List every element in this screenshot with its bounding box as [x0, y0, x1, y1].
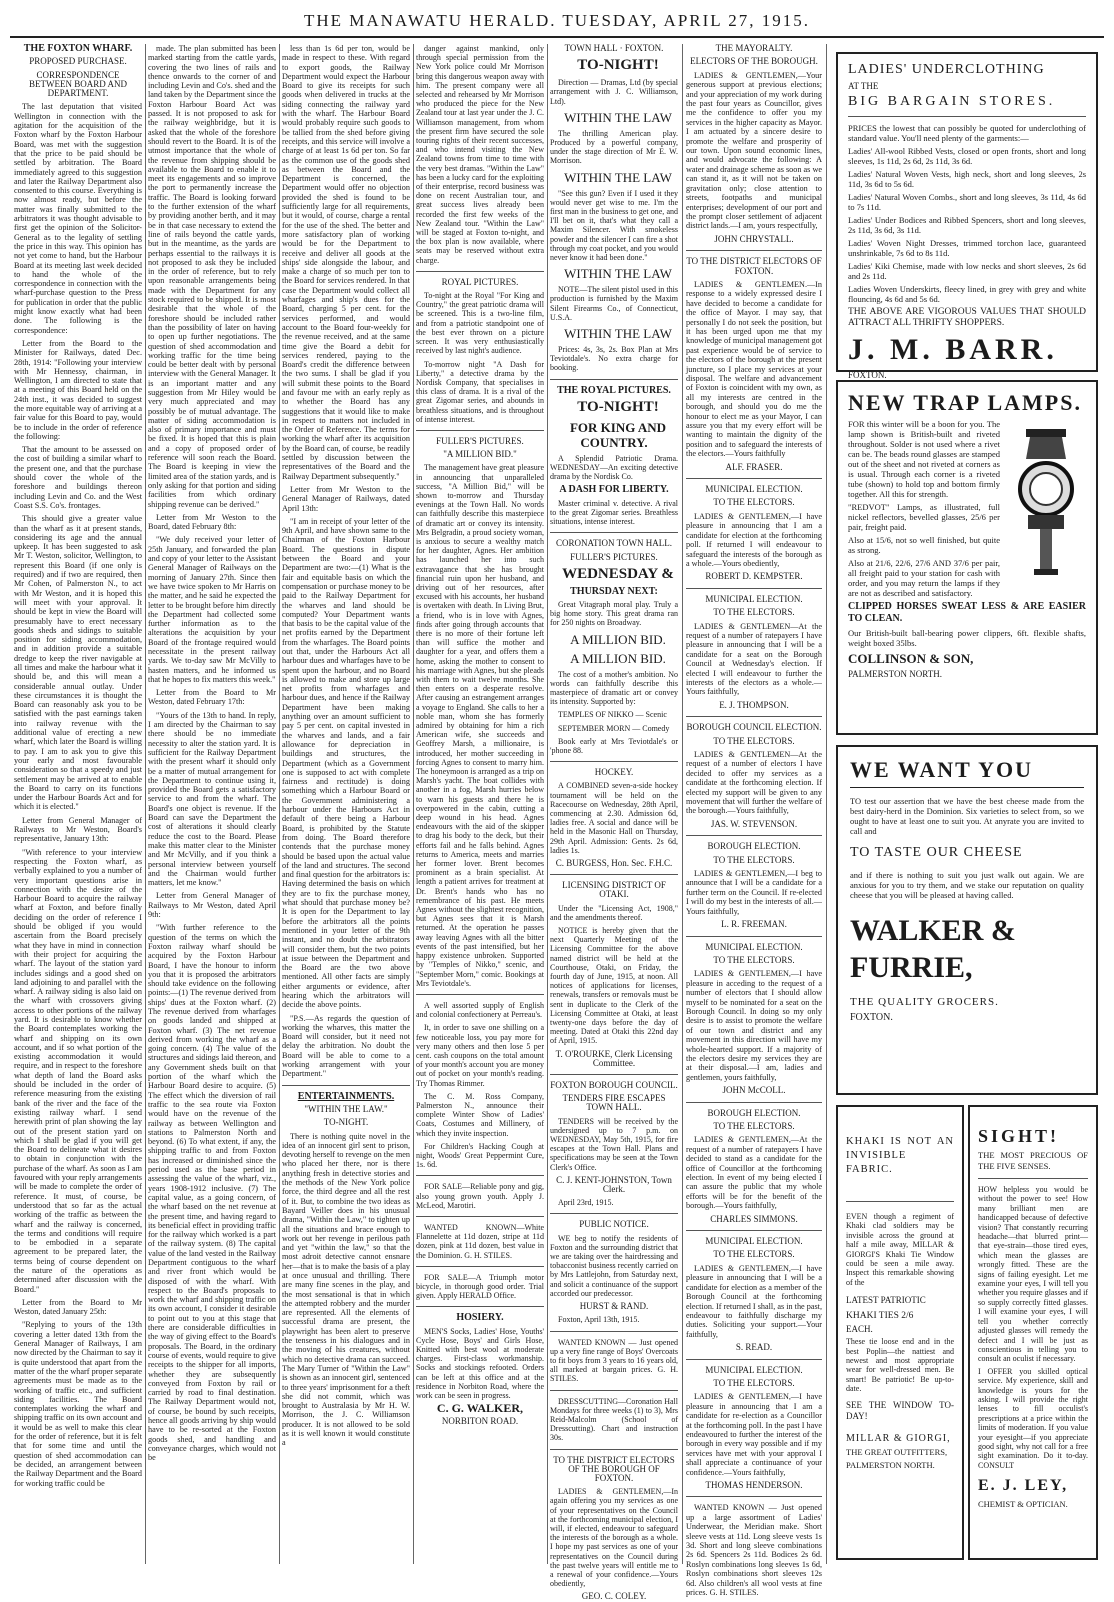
tonight-heading: TO-NIGHT! [577, 57, 659, 74]
article-title: THE FOXTON WHARF. [23, 43, 133, 54]
entertainments-heading: ENTERTAINMENTS. [297, 1090, 395, 1102]
ad-tagline: THE GREAT OUTFITTERS, [846, 1446, 948, 1457]
paragraph: The management have great pleasure in announcing that unparalleled success, "A Million Bid," will be shown to-morrow and Thursday evenings at the Town Hall. No words can faithfully describe this masterpiece of dramatic art or convey its intensity. Mrs Belgradin, a proud society woman, is anxious to secure a wealthy match for her daughter, Agnes. Her ambition has launched her into such extravagance that she has brought financial ruin upon her husband, and driving out of her resources, after excused with his accounts, her husband is overtaken with death. In Living Brut, a friend, who is in love with Agnes, finds after going through accounts that there is no more of their fortune left than will suffice the mother and daughter for a year, and offers them a home, asking the mother to consent to his marriage with Agnes, but she pleads with them to wait twelve months. She then enters on a desperate resolve. After causing an estrangement arranges a voyage to England. She calls to her a noble man, whom she has formerly admired by obtaining for him a rich American wife, she succeeds and Geoffrey Marsh, a millionaire, is introduced, her mother succeeding in forcing Agnes to consent to marry him. The honeymoon is arranged as a trip on Marsh's yacht. The boat collides with another in a fog, Marsh hurries below to warn his guests and there he is overpowered in the cabin, cutting a deep wound in his head. Agnes endeavours with the aid of the skipper to drag his body to the deck, but their efforts fail and he falls behind. Agnes returns to America, meets and marries her former lover. Brent becomes prominent as a brain specialist. At length a patient arrives for treatment at Dr. Brent's hands who has no remembrance of his past. He meets Agnes without the slightest recognition, but Agnes sees that it is Marsh returned. At the operation he passes away leaving Agnes with all the bitter events of the past intensified, but her happy existence unbroken. Supported by "Temples of Nikko," scenic, and "September Morn," comic. Bookings at Mrs Teviotdale's. [416, 463, 544, 988]
paragraph: LADIES & GENTLEMEN,—I have pleasure in announcing that I am a candidate for re-election as a Councillor at the forthcoming poll. In the past I have endeavoured to further the interest of the borough in every way possible and if my services have met with your approval I shall appreciate a continuance of your confidence.—Yours faithfully, [686, 1392, 822, 1477]
venue-heading: FULLER'S PICTURES. [570, 551, 658, 562]
ad-town: PALMERSTON NORTH. [848, 669, 942, 679]
paragraph: WE beg to notify the residents of Foxton and the surrounding district that we are taking over the hairdressing and tobacconist business recently carried on by Mrs Lattlejohn, from Saturday next, and solicit a continuance of the support accorded our predecessor. [550, 1233, 678, 1298]
ad-town: FOXTON. [850, 1012, 893, 1023]
election-heading: MUNICIPAL ELECTION. [705, 593, 803, 604]
divider [550, 761, 678, 762]
venue-heading: CORONATION TOWN HALL. [556, 538, 672, 549]
ad-line: Ladies' Under Bodices and Ribbed Spencers, short and long sleeves, 2s 11d, 3s 6d, 3s 11d. [848, 215, 1086, 235]
notice-date: Foxton, April 13th, 1915. [558, 1315, 640, 1325]
election-heading: MUNICIPAL ELECTION. [705, 1236, 803, 1247]
paragraph: danger against mankind, only through special permission from the New York police could Mr Morrison bring this dangerous weapon away with him. The present company were all selected and rehearsed by Mr Morrison who produced the piece for the New Zealand tour at last year under the J. C. Williamson management, from whom the present firm have secured the sole touring rights of their recent successes, and who intend visiting the New Zealand towns from time to time with the very best dramas. "Within the Law" has been a lucky card for the exploiting of their enterprise, record business was done on recent Australian tour, and great success lives already been recorded the first few weeks of the New Zealand tour. "Within the Law" will be staged at Foxton to-night, and the box plan is now available, where seats may be reserved without extra charge. [416, 44, 544, 265]
notice-signature: S. READ. [735, 1342, 773, 1353]
divider [550, 379, 678, 380]
paragraph: Letter from Mr Weston to the Board, dated February 8th: [148, 512, 276, 532]
notice-date: April 23rd, 1915. [558, 1198, 614, 1208]
paragraph: To-morrow night "A Dash for Liberty," a detective drama by the Nordisk Company, that specialises in this class of drama. It is a rival of the great Zigomar series, and abounds in breathless situations, and is throughout of intense interest. [416, 359, 544, 424]
ad-line: Ladies' Natural Woven Combs., short and long sleeves, 3s 11d, 4s 6d to 7s 11d. [848, 192, 1086, 212]
ad-slogan: THE ABOVE ARE VIGOROUS VALUES THAT SHOULD ATTRACT ALL THRIFTY SHOPPERS. [848, 307, 1086, 328]
paragraph: That the amount to be assessed on the cost of building a similar wharf to the present one, and that the purchase should cover the whole of the foreshore and buildings thereon including Levin and Co. and the West Coast S.S. Co's. frontages. [14, 445, 142, 510]
paragraph: To-night at the Royal "For King and Country," the great patriotic drama will be screened. This is a two-line film, and from a patriotic standpoint one of the best ever thrown on a picture screen. It was very enthusiastically received by last night's audience. [416, 291, 544, 356]
column-entertainments [416, 44, 544, 1564]
ad-town: PALMERSTON NORTH. [846, 1459, 935, 1470]
column-rule [826, 44, 827, 1564]
ad-text: EVEN though a regiment of Khaki clad soldiers may be invisible across the ground at half a mile away, MILLAR & GIORGI'S Khaki Tie Window could be seen a mile away. Inspect this remarkable showing of the [846, 1212, 954, 1287]
notice-heading: PUBLIC NOTICE. [579, 1219, 649, 1230]
paragraph: "I am in receipt of your letter of the 9th April, and have shown same to the Chairman of the Foxton Harbour Board. The questions in dispute between the Board and your Department are two:—(1) What is the fair and equitable basis on which the compensation or purchase money to be paid to the Railway Department for the wharves and land should be computed? Your Department wants that basis to be the capital value of the net profits earned by the Department from the wharfages. The Board points out that, under the Harbours Act all harbour dues and wharfages have to be spent upon the harbour, and no Board is allowed to make and store up large net profits from wharfages and harbour dues, and hence if the Railway Department have been making anything over an amount sufficient to pay 5 per cent. on capital invested in the wharves and lands, and a fair allowance for depreciation in buildings and structures, the Department (which as a Government one is supposed to act with complete fairness and rectitude) is doing something which a Harbour Board or the Government administering a harbour under the Harbours Act in default of there being a Harbour Board, is prohibited by the Statute from doing. The Board therefore contends that the purchase money should be based upon the actual value of the land and structures. The second and final question for the arbitrators is: Having determined the basis on which they are to fix the purchase money, what should that purchase money be? It is open for the Department to lay before the arbitrators all the points mentioned in your letter of the 9th instant, and no doubt the arbitrators will consider them, but the two points at issue between the Department and the Board are the two above mentioned. All other facts are simply either arguments or evidence, after hearing which the arbitrators will decide the above points. [282, 516, 411, 1010]
paragraph: Letter from the Board to the Minister for Railways, dated Dec. 28th, 1914: "Following your interview with Mr Hennessy, chairman, in Wellington, I am directed to state that at a meeting of this Board held on the 24th inst., it was decided to suggest the more equitable way of arriving at a fair value for this Board to pay, would be to include in the order of reference the following: [14, 338, 142, 441]
article-subtitle: PROPOSED PURCHASE. [29, 56, 127, 67]
ad-title: KHAKI IS NOT AN INVISIBLE FABRIC. [846, 1136, 954, 1175]
ad-text: Our British-built ball-bearing power clippers, 6ft. flexible shafts, weight boxed 35lbs. [848, 628, 1086, 648]
entertainments-subheading: "WITHIN THE LAW." [304, 1103, 388, 1114]
notice-signature: JAS. W. STEVENSON. [710, 818, 798, 829]
paragraph: "With reference to your interview respecting the Foxton wharf, as verbally explained to you a number of very important questions arise in connection with the desire of the Harbour Board to acquire the railway wharf at Foxton, and before finally deciding on the order of reference I should be obliged if you would ascertain from the Board precisely what they have in mind in connection with their project for acquiring the wharf. The layout of the station yard includes sidings and a good shed on land adjoining to and parallel with the wharf. A railway siding is also laid on the wharf with crossovers giving access to other portions of the railway yard. It is desirable to know whether the Board contemplates working the wharf and shipping on its own account, and if so what portion of the existing accommodation it would require, and in respect to the foreshore what depth of land the Board asks should be included in the order of reference measuring from the existing bank of the river and the face of the existing railway wharf. I send herewith print of plan showing the lay out of the present station yard on which I shall be glad if you will get the Board to delineate what it desires to obtain in conjunction with the purchase of the wharf. As soon as I am favoured with your reply arrangements will be made to complete the order of reference. It must, of course, be understood that so far as the actual working of the traffic as between the wharf and the railway is concerned, the terms and conditions will require to be embodied in a separate agreement to be prepared later, the terms being of course dependent on the nature of the operations as determined after discussion with the Board." [14, 847, 142, 1294]
notice-signature: L. R. FREEMAN. [721, 919, 787, 930]
column-rule [279, 44, 280, 1564]
election-subheading: TO THE ELECTORS. [713, 607, 795, 618]
divider [686, 716, 822, 717]
support-item: TEMPLES OF NIKKO — Scenic [558, 710, 667, 720]
paragraph: The cost of a mother's ambition. No words can faithfully describe this masterpiece of dramatic art or convey its intensity. Supported by: [550, 669, 678, 707]
column-wharf-1 [14, 44, 142, 1564]
ad-text: These tie loose end and in the best Poplin—the nattiest and newest and most appropriate wear for well-dressed men. Be smart! Be patriotic! Be up-to-date. [846, 1337, 954, 1394]
ad-text: and if there is nothing to suit you just walk out again. We are anxious for you to try them, and we stake our reputation on quality cheese that you will be pleased at having called. [850, 870, 1084, 900]
notice-signature: JOHN CHRYSTALL. [714, 233, 794, 244]
classified-ad: MEN'S Socks, Ladies' Hose, Youths' Cycle Hose, Boys' and Girls Hose, Knitted with best wool at moderate charges. First-class workmanship. Socks and stockings refooted. Orders can be left at this office and at the residence in Norbiton Road, where the work can be seen in progress. [416, 1326, 544, 1401]
paragraph: LADIES & GENTLEMEN,—I have pleasure in announcing that I will be a candidate for election as a member of the Borough Council at the forthcoming election. If returned I shall, as in the past, endeavour to faithfully discharge my duties. Soliciting your support.—Your faithfully, [686, 1263, 822, 1339]
divider [550, 1074, 678, 1075]
ad-tagline: THE QUALITY GROCERS. [850, 996, 999, 1008]
classified-ad: FOR SALE—Reliable pony and gig, also young grown youth. Apply J. McLeod, Marotiri. [416, 1182, 544, 1210]
ad-title: LADIES' UNDERCLOTHING [848, 62, 1045, 77]
ad-line: Ladies' Woven Night Dresses, trimmed torchon lace, guaranteed unshrinkable, 7s 6d to 8s 11d. [848, 238, 1086, 258]
notice-signature: CHARLES SIMMONS. [710, 1213, 798, 1224]
notice-signature: JOHN McCOLL. [722, 1085, 786, 1096]
paragraph: "P.S.—As regards the question of working the wharves, this matter the Board will consider, but it need not delay the arbitration. No doubt the Board will be able to come to a working arrangement with your Department." [282, 1013, 410, 1079]
ad-brand: FURRIE, [850, 951, 973, 984]
paragraph: Direction — Dramas, Ltd (by special arrangement with J. C. Williamson, Ltd). [550, 78, 678, 106]
notice-heading: TENDERS FIRE ESCAPES TOWN HALL. [562, 1093, 666, 1113]
date-heading: WEDNESDAY & [562, 565, 674, 582]
divider [416, 1306, 544, 1307]
film-title: FOR KING AND COUNTRY. [569, 419, 667, 450]
ad-line: Ladies' Natural Woven Vests, high neck, short and long sleeves, 2s 11d, 3s 6d to 5s 6d. [848, 169, 1086, 189]
fullers-pictures-subheading: "A MILLION BID." [443, 449, 517, 460]
notice-heading: TO THE DISTRICT ELECTORS OF THE BOROUGH OF FOXTON. [553, 1454, 675, 1483]
notice-heading: THE MAYORALTY. [715, 43, 793, 53]
column-mayoralty-elections [686, 43, 822, 1598]
ad-subheading: EACH. [846, 1324, 873, 1335]
notice-heading: TO THE DISTRICT ELECTORS OF FOXTON. [686, 256, 822, 276]
royal-pictures-heading: ROYAL PICTURES. [441, 276, 519, 287]
notice-signature: THOMAS HENDERSON. [705, 1480, 803, 1490]
column-rule [547, 44, 548, 1564]
ad-subheading: THE MOST PRECIOUS OF THE FIVE SENSES. [978, 1150, 1088, 1171]
paragraph: LADIES & GENTLEMEN,—I have pleasure in acceding to the request of a number of electors that I should allow myself to be nominated for a seat on the Borough Council. In doing so my only desire is to assist to promote the welfare of our town and district and any movement in this direction will have my whole-hearted support. If a majority of the electors desire my services they are at their disposal.—I am, ladies and gentlemen, yours faithfully, [686, 969, 822, 1082]
paragraph: made. The plan submitted has been marked starting from the cattle yards, covering the two lines of rails and thence onwards to the corner of and including Levin and Co's. shed and the land taken by the Department since the Foxton Harbour Board Act was passed. It is not proposed to ask for the railway weighbridge, but it is asked that the whole of the foreshore should revert to the Board. It is of the utmost importance that the whole of the revenue from shipping should be available to the Board to enable it to meet its engagements and so improve the port to permanently increase the traffic. The Board is looking forward to the further extension of the wharf by providing another berth, and it may be in that case necessary to extend the line of rails beyond the cattle yards, but in the meantime, as the yards are perhaps essential to the railways it is not proposed to ask they be included in the order of reference, but to rely upon reasonable arrangements being made with the Department for any stock required to be shipped. It is most desirable that the whole of the foreshore should be included rather than the possibility of later on having to open up further negotiations. The question of shed accommodation and working traffic for the time being could be better dealt with by personal interview with the General Manager. It is an important matter and any suggestion from Mr Hiley would be very much appreciated and may possibly be of mutual advantage. The matter of siding accommodation is also of primary importance and must be fixed. It is hoped that this is plain and a copy of proposed order of reference will soon reach the Board. The Board is keeping in view the limited area of the station yards, and is only asking for that portion and siding facilities from which ordinary shipping revenue can be derived." [148, 44, 276, 509]
divider [416, 994, 544, 995]
paragraph: Prices: 4s, 3s, 2s. Box Plan at Mrs Teviotdale's. No extra charge for booking. [550, 345, 678, 373]
notice-heading: LICENSING DISTRICT OF OTAKI. [562, 880, 666, 900]
hosiery-heading: HOSIERY. [456, 1312, 504, 1324]
support-item: SEPTEMBER MORN — Comedy [558, 723, 670, 733]
divider [686, 835, 822, 836]
paragraph: A COMBINED seven-a-side hockey tournament will be held on the Racecourse on Wednesday, 28th April, commencing at 2.30. Admission 6d, ladies free. A social and dance will be held in the Masonic Hall on Thursday, 29th April. Admission: Gents. 2s 6d, ladies 1s. [550, 781, 678, 855]
paragraph: LADIES & GENTLEMEN—At the request of a number of electors I have decided to offer my services as a candidate at the forthcoming election. If elected my support will be given to any movement that will further the welfare of the borough.—Yours faithfully, [686, 750, 822, 816]
paragraph: For Children's Hacking Cough at night, Woods' Great Peppermint Cure, 1s. 6d. [416, 1141, 544, 1170]
fullers-pictures-heading: FULLER'S PICTURES. [436, 435, 524, 446]
paragraph: LADIES & GENTLEMEN,—I beg to announce that I will be a candidate for a further term on the Council. If re-elected I will do my best in the interests of all.—Yours faithfully, [686, 869, 822, 916]
divider [686, 478, 822, 479]
ad-title: WE WANT YOU [850, 757, 1084, 788]
play-title: WITHIN THE LAW [564, 326, 672, 342]
column-rule [413, 44, 414, 1564]
ad-call-to-action: SEE THE WINDOW TO-DAY! [846, 1399, 954, 1421]
trap-lamp-illustration [1006, 419, 1086, 579]
ad-text: "REDVOT" Lamps, as illustrated, full nickel reflectors, bevelled glasses, 25/6 per pair, freight paid. [848, 502, 1000, 532]
paragraph: The thrilling American play. Produced by a powerful company, under the stage direction of Mr E. W. Morrison. [550, 128, 678, 166]
divider [550, 1213, 678, 1214]
masthead: THE MANAWATU HERALD. TUESDAY, APRIL 27, 1915. [10, 6, 1104, 38]
divider [416, 430, 544, 431]
ad-town: FOXTON. [848, 370, 887, 380]
paragraph: "Replying to yours of the 13th covering a letter dated 13th from the General Manager of Railways, I am now directed by the Chairman to say it is quite understood that apart from the matter of the the wharf proper separate agreements must be made as to the working of traffic etc., and sufficient siding facilities. The Board contemplates working the wharf and shipping traffic on its own account and it would be as well to make this clear for the order of reference, but it is felt that for some time and until the question of shed accommodation can be decided, an arrangement between the Railway Department and the Board for working traffic could be [14, 1320, 143, 1488]
notice-signature: GEO. C. COLEY. [581, 1591, 647, 1602]
classified-ad: WANTED KNOWN—White Flannelette at 11d dozen, stripe at 11d dozen, pink at 11d dozen, best value in the Dominion. G. H. STILES. [416, 1222, 544, 1260]
election-subheading: TO THE ELECTORS. [713, 735, 795, 746]
paragraph: LADIES & GENTLEMEN—At the request of a number of ratepayers I have pleasure in announcing that I will be a candidate for a seat on the Borough Council at Wednesday's election. If elected I will endeavour to further the interests of the electors as a whole.—Yours faithfully, [686, 621, 822, 697]
divider [416, 1175, 544, 1176]
notice-heading: FOXTON BOROUGH COUNCIL. [550, 1080, 678, 1091]
paragraph: Great Vitagraph moral play. Truly a big home story. This great drama ran for 250 nights on Broadway. [550, 599, 678, 628]
ad-text: HOW helpless you would be without the power to see! How many brilliant men are handicapped because of defective vision? That constantly recurring headache—that blurred print—that eye-strain—those tired eyes, which mean the glasses are wrongly fitted. These are the signs of failing eyesight. Let me examine your eyes, I will tell you whether you require glasses and if so supply correctly fitted glasses. I will examine your eyes, I will tell you whether correctly adjusted glasses will remedy the defect and I will be just as conscientious in telling you to consult an oculist if necessary. [978, 1185, 1088, 1364]
election-subheading: TO THE ELECTORS. [713, 954, 795, 965]
paragraph: LADIES & GENTLEMEN,—I have pleasure in announcing that I am a candidate for election at the forthcoming poll. If returned I will endeavour to safeguard the interests of the borough as a whole.—Yours obediently, [686, 511, 822, 568]
paragraph: This should give a greater value than the wharf as it at present stands, considering its age and the annual upkeep. It has been suggested to ask Mr T. Weston, solicitor, Wellington, to represent this Board (if one only is required) and if two are required, then Mr Cohen, of Palmerston N., to act with Mr Weston, and it is hoped this will meet with your approval. It should be kept in view the Board will presumably have to erect necessary goods sheds and sidings to suitable position for siding accommodation, and in addition provide a suitable dredge to keep the river navigable at all times and make the harbour what it should be, and this will mean a considerable annual outlay. Under these circumstances it is thought the Board can reasonably ask you to be satisfied with the past earnings taken into railway revenue with the additional value of erecting a new wharf, which later the Board is willing to pay. I am to ask you to give this your early and most favourable consideration so that a speedy and just settlement may be arrived at to enable the Board to carry on its functions under the Harbour Boards Act and for which it is elected." [14, 514, 142, 812]
election-subheading: TO THE ELECTORS. [713, 497, 795, 508]
ad-millar-giorgi [836, 1105, 964, 1560]
paragraph: TENDERS will be received by the undersigned up to 7 p.m. on WEDNESDAY, May 5th, 1915, for fire escapes at the Town Hall. Plans and specifications may be seen at the Town Clerk's Office. [550, 1116, 678, 1172]
divider [846, 1201, 954, 1202]
paragraph: LADIES & GENTLEMEN,—Your generous support at previous elections; and your appreciation of my work during the past four years as Councillor, gives me the confidence to offer you my services in the higher capacity as Mayor. I am actuated by a sincere desire to promote the welfare and prosperity of our town. Upon sound economic lines, and would advocate the following: A water and drainage scheme as soon as we can stand it, as it will not be taken on gravitation only; close attention to streets, footpaths and municipal enterprises; development of our port and the prompt closer settlement of adjacent district lands.—I am, yours respectfully, [686, 70, 822, 231]
entertainments-subheading: TO-NIGHT. [323, 1117, 369, 1128]
column-rule [145, 44, 146, 1564]
ad-subheading: CLIPPED HORSES SWEAT LESS & ARE EASIER TO CLEAN. [848, 601, 1086, 624]
ad-text: Also at 21/6, 22/6, 27/6 AND 37/6 per pair, all freight paid to your station for cash with order, and you may return the lamps if they are not as described and satisfactory. [848, 558, 1000, 598]
paragraph: Book early at Mrs Teviotdale's or 'phone 88. [550, 736, 678, 755]
paragraph: "Yours of the 13th to hand. In reply, I am directed by the Chairman to say there should be no immediate necessity to alter the station yard. It is sufficient for the Railway Department with the present wharf it should only be a matter of mutual arrangement for the Department to continue using it, provided the Board gets a satisfactory service to and from the wharf. The Board's one object is revenue. If the Board can save the Department the cost of alterations it should clearly reduce the cost to the Board. Please make this matter clear to the Minister and Mr McVilly, and if you think a personal interview between yourself and the Chairman would further matters, let me know." [148, 710, 276, 888]
play-title: WITHIN THE LAW [564, 169, 672, 185]
paragraph: A Splendid Patriotic Drama. WEDNESDAY—An exciting detective drama by the Nordisk Co. [550, 453, 678, 482]
ad-title: SIGHT! [978, 1126, 1060, 1146]
divider [686, 1102, 822, 1103]
election-heading: MUNICIPAL ELECTION. [705, 1364, 803, 1375]
paragraph: LADIES & GENTLEMEN,—In again offering you my services as one of your representatives on the Council at the forthcoming municipal election, I will, if elected, endeavour to safeguard the interests of the borough as a whole. I hope my past services as one of your representatives on the Council during the past twelve years will entitle me to a renewal of your confidence.—Yours obediently, [550, 1487, 678, 1589]
paragraph: LADIES & GENTLEMEN.—In response to a widely expressed desire I have decided to become a candidate for the office of Mayor. I may say, that personally I do not seek the position, but it has been urged upon me that my knowledge of municipal management got past experience would be of service to the electors of the borough at the present juncture, so I place my services at your disposal. The welfare and advancement of Foxton is coincident with my own, as all my interests are centred in the borough, and should you do me the honour to elect me as your Mayor, I can assure you that my every effort will be wanting to maintain the dignity of the position and to safeguard the interests of the electors.—Yours faithfully [686, 279, 822, 459]
ad-subheading: KHAKI TIES 2/6 [846, 1311, 914, 1322]
divider [686, 1359, 822, 1360]
ad-subheading: LATEST PATRIOTIC [846, 1295, 926, 1306]
tonight-heading: TO-NIGHT! [577, 398, 659, 415]
column-wharf-3 [282, 44, 410, 1564]
election-heading: BOROUGH ELECTION. [707, 841, 801, 852]
paragraph: It, in order to save one shilling on a few noticeable loss, you pay more for very many others and then lose 5 per cent. cash coupons on the total amount of your month's account you are money out of pocket on your month's reading. Try Thomas Rimmer. [416, 1023, 544, 1088]
ad-text: TO test our assertion that we have the best cheese made from the best dairy-herd in the Dominion. Six varieties to select from, so we ought to have at least one to suit you. At anyrate you are invited to call and [850, 796, 1084, 836]
paragraph: Letter from the Board to Mr Weston, dated February 17th: [148, 688, 276, 707]
paragraph: less than 1s 6d per ton, would be made in respect to these. With regard to export goods, the Railway Department would expect the Harbour Board to give its receipts for such goods when delivered in trucks at the siding connecting the railway yard with the wharf. The Harbour Board would probably require such goods to be tallied from the shed before giving receipts, and this service will involve a charge of at least 1s 6d per ton. So far as the common use of the goods shed as between the Board and the Department is concerned, the Department would offer no objection provided the shed is found to be sufficiently large for all requirements, but it would, of course, charge a rental for the use of the shed. The better and more satisfactory plan of working would be for the Department to receive and deliver all goods at the ships' side alongside the labour, and make a charge of so much per ton to the Board for services rendered. In that case the Department would collect all wharfages and ship's dues for the Board, charging 5 per cent. for the services performed, and would account to the Board four-weekly for the revenue received, and at the same time give the Board a debit for services rendered, paying to the Board's credit the difference between the two sums. I shall be glad if you will submit these points to the Board and favour me with an early reply as to whether the Board has any suggestions that it would like to make in respect to matters not included in the Order of Reference. The terms for working the wharf after its acquisition by the Board can, of course, be readily settled by discussion between the representatives of the Board and the Railway Department subsequently." [282, 44, 410, 481]
divider [416, 1266, 544, 1267]
paragraph: NOTE—The silent pistol used in this production is furnished by the Maxim Silent Firearms Co., of Connecticut, U.S.A. [550, 285, 678, 322]
paragraph: Letter from the Board to Mr Weston, dated January 25th: [14, 1297, 142, 1317]
paragraph: Master criminal v. detective. A rival to the great Zigomar series. Breathless situations, intense interest. [550, 498, 678, 527]
ad-text: Also at 15/6, not so well finished, but quite as strong. [848, 535, 1000, 555]
column-wharf-2 [148, 44, 276, 1564]
notice-signature: C. J. KENT-JOHNSTON, Town Clerk. [556, 1174, 672, 1195]
classified-ad: FOR SALE—A Triumph motor bicycle, in thorough good order. Trial given. Apply HERALD Office. [416, 1272, 544, 1301]
ad-line: Ladies' Kiki Chemise, made with low necks and short sleeves, 2s 6d and 2s 11d. [848, 261, 1086, 281]
paragraph: The last deputation that visited Wellington in connection with the agitation for the acquisition of the Foxton wharf by the Foxton Harbour Board, was met with the suggestion that the price to be paid should be settled by arbitration. The Board immediately agreed to this suggestion and later the Railway Department also consented to this course. Everything is now almost ready, but before the matter was finally submitted to the arbitrators it was thought advisable to first get the opinion of the Solicitor-General as to the legality of settling the price in this way. This opinion has not yet come to hand, but the Harbour Board at its meeting last week decided to hand the whole of the correspondence in connection with the wharf-purchase question to the Press for publication in order that the public might know exactly what had been done. The following is the correspondence: [14, 102, 142, 335]
ad-brand: MILLAR & GIORGI, [846, 1432, 951, 1444]
notice-signature: ROBERT D. KEMPSTER. [705, 571, 803, 582]
ad-title: BIG BARGAIN STORES. [848, 94, 1056, 109]
paragraph: Letter from General Manager of Railways to Mr Weston, dated April 9th: [148, 891, 276, 920]
election-subheading: TO THE ELECTORS. [713, 1377, 795, 1388]
ad-text: I OFFER you skilled optical service. My experience, skill and knowledge is yours for the asking. I will provide the right lenses to fill occulist's prescriptions at a price within the limits of moderation. If you value your eyesight—if you appreciate good sight, why not call for a free sight examination. Do it to-day. CONSULT [978, 1366, 1088, 1470]
classified-ad: DRESSCUTTING—Coronation Hall Mondays for three weeks (1) to 3), Mrs Reid-Malcolm (School of Dresscutting). Chart and instruction 30s. [550, 1396, 678, 1443]
notice-heading: ELECTORS OF THE BOROUGH. [690, 56, 818, 67]
election-subheading: TO THE ELECTORS. [713, 854, 795, 865]
divider [686, 250, 822, 251]
divider [848, 116, 1086, 117]
ad-title: AT THE [848, 81, 879, 91]
film-title: A MILLION BID. [570, 631, 666, 647]
divider [550, 1390, 678, 1391]
divider [416, 1216, 544, 1217]
notice-signature: HURST & RAND. [579, 1301, 649, 1312]
column-notices [550, 43, 678, 1602]
paragraph: Letter from General Manager of Railways to Mr Weston, Board's representative, January 13th: [14, 815, 142, 844]
film-title: A DASH FOR LIBERTY. [559, 484, 669, 496]
ad-line: Ladies Woven Underskirts, fleecy lined, in grey with grey and white flouncing, 4s 6d and 5s 6d. [848, 284, 1086, 304]
paragraph: "See this gun? Even if I used it they would never get wise to me. I'm the first man in the business to get one, and I'll bet on it, that's what they call a Maxim Silencer. With smokeless powder and the silencer I can fire a shot through my coat pocket, and you would never know it had been done." [550, 188, 678, 263]
ad-brand: WALKER & [850, 914, 1016, 947]
play-title: WITHIN THE LAW [564, 266, 672, 282]
paragraph: "We duly received your letter of 25th January, and forwarded the plan and copy of your letter to the Assistant General Manager of Railways on the morning of January 27th. Since then we have twice spoken to Mr Harris on the matter, and he said he expected the letter to be brought before him directly the Department had collected some further information as to the alterations the acquisition by your Board of the frontage required would necessitate in the present railway yards. We to-day saw Mr McVilly to hasten matters, and he informed us that he hopes to fix matters this week." [148, 535, 276, 684]
divider [686, 588, 822, 589]
divider [550, 532, 678, 533]
article-heading: CORRESPONDENCE BETWEEN BOARD AND DEPARTMENT. [29, 69, 127, 99]
paragraph: Letter from Mr Weston to the General Manager of Railways, dated April 13th: [282, 484, 410, 513]
ad-walker-furrie [836, 745, 1098, 1095]
ad-line: PRICES the lowest that can possibly be quoted for underclothing of standard value. You'll need plenty of the garments:— [848, 123, 1086, 143]
paragraph: The C. M. Ross Company, Palmerston N., announce their complete Winter Show of Ladies' Coats, Costumes and Millinery, of which they invite inspection. [416, 1091, 544, 1138]
film-title: A MILLION BID. [570, 650, 666, 666]
paragraph: NOTICE is hereby given that the next Quarterly Meeting of the Licensing Committee for the above named district will be held at the Courthouse, Otaki, on Friday, the fourth day of June, 1915, at noon. All notices of applications for licenses, renewals, transfers or removals must be sent in duplicate to the Clerk of the Licensing Committee at Otaki, at least twenty-one days before the day of meeting. Dated at Otaki this 22nd day of April, 1915. [550, 925, 678, 1046]
divider [416, 271, 544, 272]
advertiser-address: NORBITON ROAD. [441, 1416, 519, 1427]
venue-heading: TOWN HALL · FOXTON. [564, 43, 664, 53]
classified-ad: WANTED KNOWN — Just opened up a large assortment of Ladies' Underwear, the Meridian make. Short sleeve vests at 11d. Long sleeve vests 1s 3d. Short and long sleeve combinations 2s 6d. Spencers 2s 11d. Bodices 2s 6d. Roslyn combinations long sleeves 1s 6d, Roslyn combinations short sleeves 12s 6d. Also children's all wool vests at fine prices. G. H. STILES. [686, 1503, 822, 1598]
ad-underclothing [836, 52, 1098, 380]
election-heading: BOROUGH COUNCIL ELECTION. [686, 722, 822, 733]
election-heading: BOROUGH ELECTION. [707, 1107, 801, 1118]
classified-ad: WANTED KNOWN — Just opened up a very fine range of Boys' Overcoats to fit boys from 3 years to 16 years old, all marked at bargain prices. G. H. STILES. [550, 1337, 678, 1384]
ad-brand: J. M. BARR. [848, 333, 1058, 366]
notice-signature: C. BURGESS, Hon. Sec. F.H.C. [555, 857, 673, 868]
notice-signature: ALF. FRASER. [725, 461, 783, 472]
ad-sight-optician [968, 1105, 1098, 1560]
ad-title: NEW TRAP LAMPS. [848, 390, 1082, 415]
divider [686, 1230, 822, 1231]
election-heading: MUNICIPAL ELECTION. [705, 484, 803, 495]
paragraph: LADIES & GENTLEMEN,—At the request of a number of ratepayers I have decided to stand as a candidate for the office of Councillor at the forthcoming election. In event of my being elected I can assure the public that my whole efforts will be for the benefit of the borough.—Yours faithfully, [686, 1135, 822, 1211]
play-title: WITHIN THE LAW [564, 109, 672, 125]
ad-brand: E. J. LEY, [978, 1477, 1069, 1495]
column-rule [682, 44, 683, 1564]
notice-heading: HOCKEY. [594, 767, 634, 778]
advertiser-name: C. G. WALKER, [436, 1401, 524, 1416]
divider [282, 1085, 410, 1086]
election-subheading: TO THE ELECTORS. [713, 1121, 795, 1131]
notice-signature: T. O'ROURKE, Clerk Licensing Committee. [555, 1048, 673, 1068]
paragraph: A well assorted supply of English and colonial confectionery at Perreau's. [416, 1000, 544, 1020]
divider [550, 1331, 678, 1332]
date-heading: THURSDAY NEXT: [570, 585, 658, 597]
ad-tagline: CHEMIST & OPTICIAN. [978, 1499, 1068, 1510]
divider [978, 1178, 1088, 1179]
paragraph: Under the "Licensing Act, 1908," and the amendments thereof. [550, 903, 678, 922]
ad-brand: COLLINSON & SON, [848, 651, 974, 666]
ad-trap-lamps [836, 380, 1098, 735]
paragraph: There is nothing quite novel in the idea of an innocent girl sent to prison, devoting herself to revenge on the men who placed her there, nor is there anything fresh in detective stories and the methods of the New York police force, the third degree and all the rest of it. But, to combine the two ideas as Bayard Veiller does in his unusual drama, "Within the Law," to tighten up all the situations and brace enough to work out her revenge in perilous path and yet "within the law," so that the most adroit detective cannot ensnare her—that is to make the basis of a play at once unusual and thrilling. There are many fine scenes in the play, and the most sensational is that in which the attempted robbery and the murder are represented. All the elements of successful drama are present, the playwright has been alert to preserve the tenseness in his dialogues and in the moving of his creatures, without which no detective drama can succeed. The Mary Turner of "Within the Law" is shown as an innocent girl, sentenced to three years' imprisonment for a theft she did not commit, which was brought to Australasia by Mr H. W. Morrison, the J. C. Williamson producer. It is not allowed to be sold as it is well known it would constitute a [282, 1131, 410, 1448]
election-heading: MUNICIPAL ELECTION. [705, 941, 803, 952]
ad-line: Ladies' All-wool Ribbed Vests, closed or open fronts, short and long sleeves, 1s 11d, 2s 6d, 2s 11d, 3s 6d. [848, 146, 1086, 166]
divider [550, 874, 678, 875]
election-subheading: TO THE ELECTORS. [713, 1249, 795, 1260]
divider [550, 1449, 678, 1450]
divider [686, 1496, 822, 1497]
ad-subheading: TO TASTE OUR CHEESE [850, 845, 1023, 860]
ad-text: FOR this winter will be a boon for you. The lamp shown is British-built and riveted throughout. Solder is not used where a rivet can be. The beads round glasses are stamped out of the sheet and not riveted at corners as is usual. Through each corner is a riveted tube (shown) to hold top and bottom firmly together. All this for strength. [848, 419, 1000, 499]
paragraph: "With further reference to the question of the terms on which the Foxton railway wharf should be acquired by the Foxton Harbour Board, I have the honour to inform you that it is proposed the arbitrators should take evidence on the following points:—(1) The revenue derived from ships' dues at the Foxton wharf. (2) The revenue derived from wharfages on goods landed and shipped at Foxton wharf. (3) The net revenue derived from working the wharf as a going concern. (4) The value of the structures and sidings laid thereon, and any Government sheds built on that portion of the wharf which the Harbour Board desire to acquire. (5) The effect which the diversion of rail traffic to the sea route via Foxton would have on the revenue of the railway as between Wellington and stations to Palmerston North and beyond. (6) To what extent, if any, the shipping traffic to and from Foxton has increased or diminished since the period used as the base period in assessing the value of the wharf, viz., years 1908-1912 inclusive. (7) The capital value, as a going concern, of the wharf based on the net revenue at the present time, and having regard to its beneficial effect in providing traffic for the railway which worked is a part of the railway system. (8) The capital value of the land vested in the Railway Department contiguous to the wharf and river front which would be disposed of with the wharf. With respect to the Board's proposals to work the wharf and shipping traffic on its own account, I consider it desirable to point out to you at this stage that there are considerable difficulties in the way of giving effect to the Board's proposals. The Board, in the ordinary course of events, would require to give receipts to the shipper for all imports, whether they are subsequently conveyed from Foxton by rail or carried by road to final destination. The Railway Department would not, of course, be bound by such receipts, hence all goods arriving by ship would have to be re-sorted at the Foxton goods shed, and handling and conveyance charges, which would not be [148, 923, 276, 1463]
notice-signature: E. J. THOMPSON. [719, 699, 789, 710]
divider [686, 936, 822, 937]
venue-heading: THE ROYAL PICTURES. [557, 384, 671, 396]
